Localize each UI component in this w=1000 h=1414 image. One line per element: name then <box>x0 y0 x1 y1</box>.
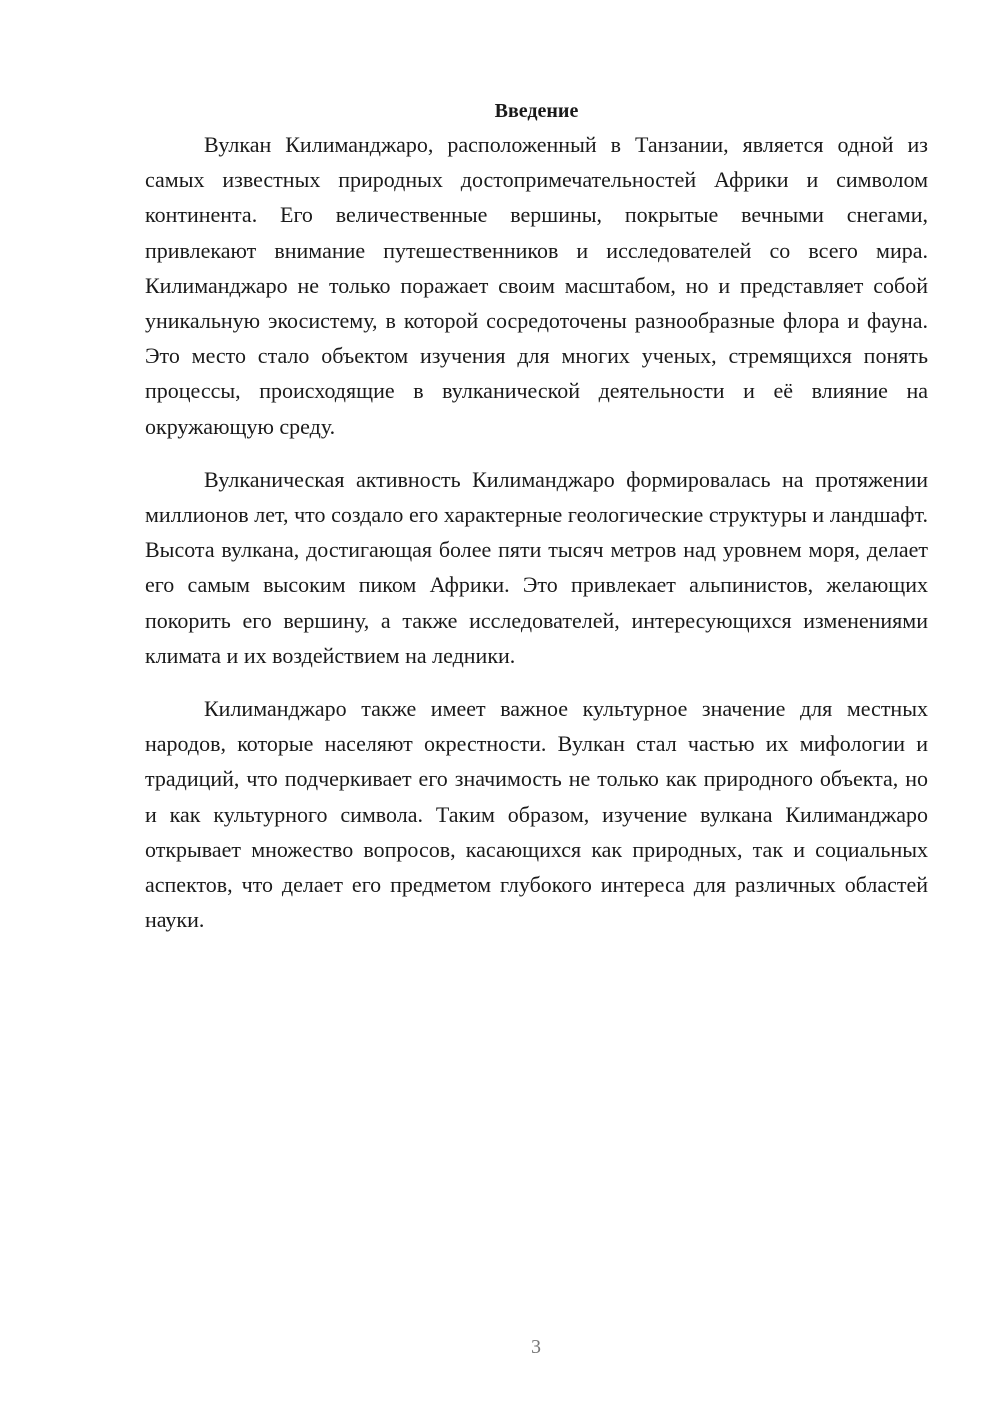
page-number: 3 <box>531 1336 541 1358</box>
section-heading: Введение <box>494 100 579 122</box>
paragraph-3: Килиманджаро также имеет важное культурное значение для местных народов, которые населяют окрестности. Вулкан стал частью их мифологии и традиций, что подчеркивает его значимость не только как природного объекта, но и как культурного символа. Таким образом, изучение вулкана Килиманджаро открывает множество вопросов, касающихся как природных, так и социальных аспектов, что делает его предметом глубокого интереса для различных областей науки. <box>145 696 928 933</box>
paragraph-2: Вулканическая активность Килиманджаро формировалась на протяжении миллионов лет, что создало его характерные геологические структуры и ландшафт. Высота вулкана, достигающая более пяти тысяч метров над уровнем моря, делает его самым высоким пиком Африки. Это привлекает альпинистов, желающих покорить его вершину, а также исследователей, интересующихся изменениями климата и их воздействием на ледники. <box>145 466 928 668</box>
page-content <box>145 94 928 937</box>
paragraph-1: Вулкан Килиманджаро, расположенный в Танзании, является одной из самых известных природных достопримечательностей Африки и символом континента. Его величественные вершины, покрытые вечными снегами, привлекают внимание путешественников и исследователей со всего мира. Килиманджаро не только поражает своим масштабом, но и представляет собой уникальную экосистему, в которой сосредоточены разнообразные флора и фауна. Это место стало объектом изучения для многих ученых, стремящихся понять процессы, происходящие в вулканической деятельности и её влияние на окружающую среду. <box>145 132 928 439</box>
